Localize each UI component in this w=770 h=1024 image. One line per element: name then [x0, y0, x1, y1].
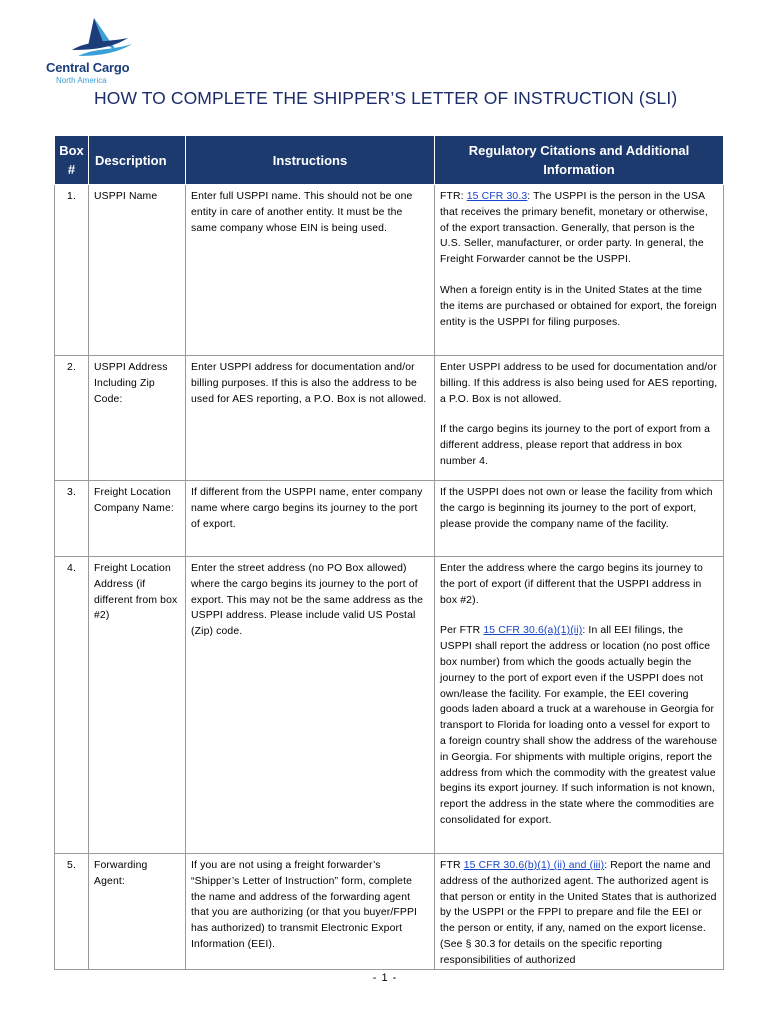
description-cell: USPPI Name: [89, 185, 186, 356]
box-number: 3.: [55, 481, 89, 557]
description-cell: USPPI Address Including Zip Code:: [89, 356, 186, 481]
table-row: [55, 185, 724, 356]
citation-prefix: FTR:: [440, 191, 467, 202]
citation-prefix: FTR: [440, 860, 464, 871]
regulatory-cell: [435, 854, 724, 970]
instructions-cell: Enter full USPPI name. This should not be one entity in care of another entity. It must be the same company whose EIN is being used.: [186, 185, 435, 356]
regulatory-cell: [435, 185, 724, 356]
citation-link[interactable]: 15 CFR 30.6(b)(1) (ii) and (iii): [463, 860, 605, 871]
page-number: - 1 -: [372, 972, 398, 984]
regulatory-cell: [435, 356, 724, 481]
description-cell: Forwarding Agent:: [89, 854, 186, 970]
citation-prefix: Per FTR: [440, 625, 484, 637]
regulatory-paragraph: If the cargo begins its journey to the port of export from a different address, please report that address in box number 4.: [440, 424, 711, 467]
description-cell: Freight Location Company Name:: [89, 481, 186, 557]
citation-text: : In all EEI filings, the USPPI shall report the address or location (no post office box number) from which the goods actually begin the journey to the port of export even if the USPPI does not own/lease the facility. For example, the EEI covering goods laden aboard a truck at a warehouse in Georgia for transport to Florida for loading onto a vessel for export to a foreign country shall show the address of the warehouse in Georgia. For shipments with multiple origins, report the address from which the commodity with the greatest value begins its export journey. If such information is not known, report the address in the state where the commodities are consolidated for export.: [440, 625, 718, 826]
regulatory-paragraph: [440, 623, 718, 828]
header-instructions: Instructions: [186, 136, 435, 185]
company-logo: [44, 16, 154, 88]
regulatory-paragraph: [440, 189, 718, 268]
box-number: 1.: [55, 185, 89, 356]
instructions-cell: Enter USPPI address for documentation and/or billing purposes. If this is also the address to be used for AES reporting, a P.O. Box is not allowed.: [186, 356, 435, 481]
instructions-cell: If you are not using a freight forwarder’s “Shipper’s Letter of Instruction” form, complete the name and address of the forwarding agent that you are authorizing (or that you buyer/FPPI has authorized) to transmit Electronic Export Information (EEI).: [186, 854, 435, 970]
regulatory-paragraph: When a foreign entity is in the United States at the time the items are purchased or obtained for export, the foreign entity is the USPPI for filing purposes.: [440, 284, 717, 328]
header-box: Box #: [55, 136, 89, 185]
logo-plane-icon: [64, 16, 136, 62]
instructions-cell: If different from the USPPI name, enter company name where cargo begins its journey to the port of export.: [186, 481, 435, 557]
regulatory-cell: [435, 557, 724, 854]
table-header-row: [55, 136, 724, 185]
regulatory-paragraph: Enter USPPI address to be used for documentation and/or billing. If this address is also being used for AES reporting, a P.O. Box is not allowed.: [440, 362, 718, 405]
description-cell: Freight Location Address (if different from box #2): [89, 557, 186, 854]
header-description: Description: [89, 136, 186, 185]
citation-text: : Report the name and address of the authorized agent. The authorized agent is that person or entity in the United States that is authorized by the USPPI or the FPPI to prepare and file the EEI or the person or entity, if any, named on the export license. (See § 30.3 for details on the specific reporting responsibilities of authorized: [440, 860, 717, 966]
logo-wordmark: Central Cargo: [46, 60, 130, 75]
header-regulatory: Regulatory Citations and Additional Information: [435, 136, 724, 185]
box-number: 5.: [55, 854, 89, 970]
table-row: [55, 356, 724, 481]
citation-link[interactable]: 15 CFR 30.6(a)(1)(ii): [483, 625, 583, 637]
citation-text: : The USPPI is the person in the USA that receives the primary benefit, monetary or otherwise, of the export transaction. Generally, that person is the U.S. Seller, manufacturer, or order party. In general, the Freight Forwarder cannot be the USPPI.: [440, 191, 708, 266]
box-number: 2.: [55, 356, 89, 481]
sli-instructions-table: [54, 135, 724, 970]
box-number: 4.: [55, 557, 89, 854]
citation-link[interactable]: 15 CFR 30.3: [466, 191, 528, 202]
table-row: [55, 557, 724, 854]
regulatory-paragraph: Enter the address where the cargo begins its journey to the port of export (if different that the USPPI address in box #2).: [440, 563, 703, 606]
logo-subtitle: North America: [56, 76, 107, 85]
regulatory-cell: If the USPPI does not own or lease the facility from which the cargo is beginning its journey to the port of export, please provide the company name of the facility.: [435, 481, 724, 557]
regulatory-paragraph: [440, 858, 718, 969]
page-title: HOW TO COMPLETE THE SHIPPER’S LETTER OF INSTRUCTION (SLI): [94, 88, 678, 108]
table-row: [55, 481, 724, 557]
instructions-cell: Enter the street address (no PO Box allowed) where the cargo begins its journey to the port of export. This may not be the same address as the USPPI address. Please include valid US Postal (Zip) code.: [186, 557, 435, 854]
table-row: [55, 854, 724, 970]
